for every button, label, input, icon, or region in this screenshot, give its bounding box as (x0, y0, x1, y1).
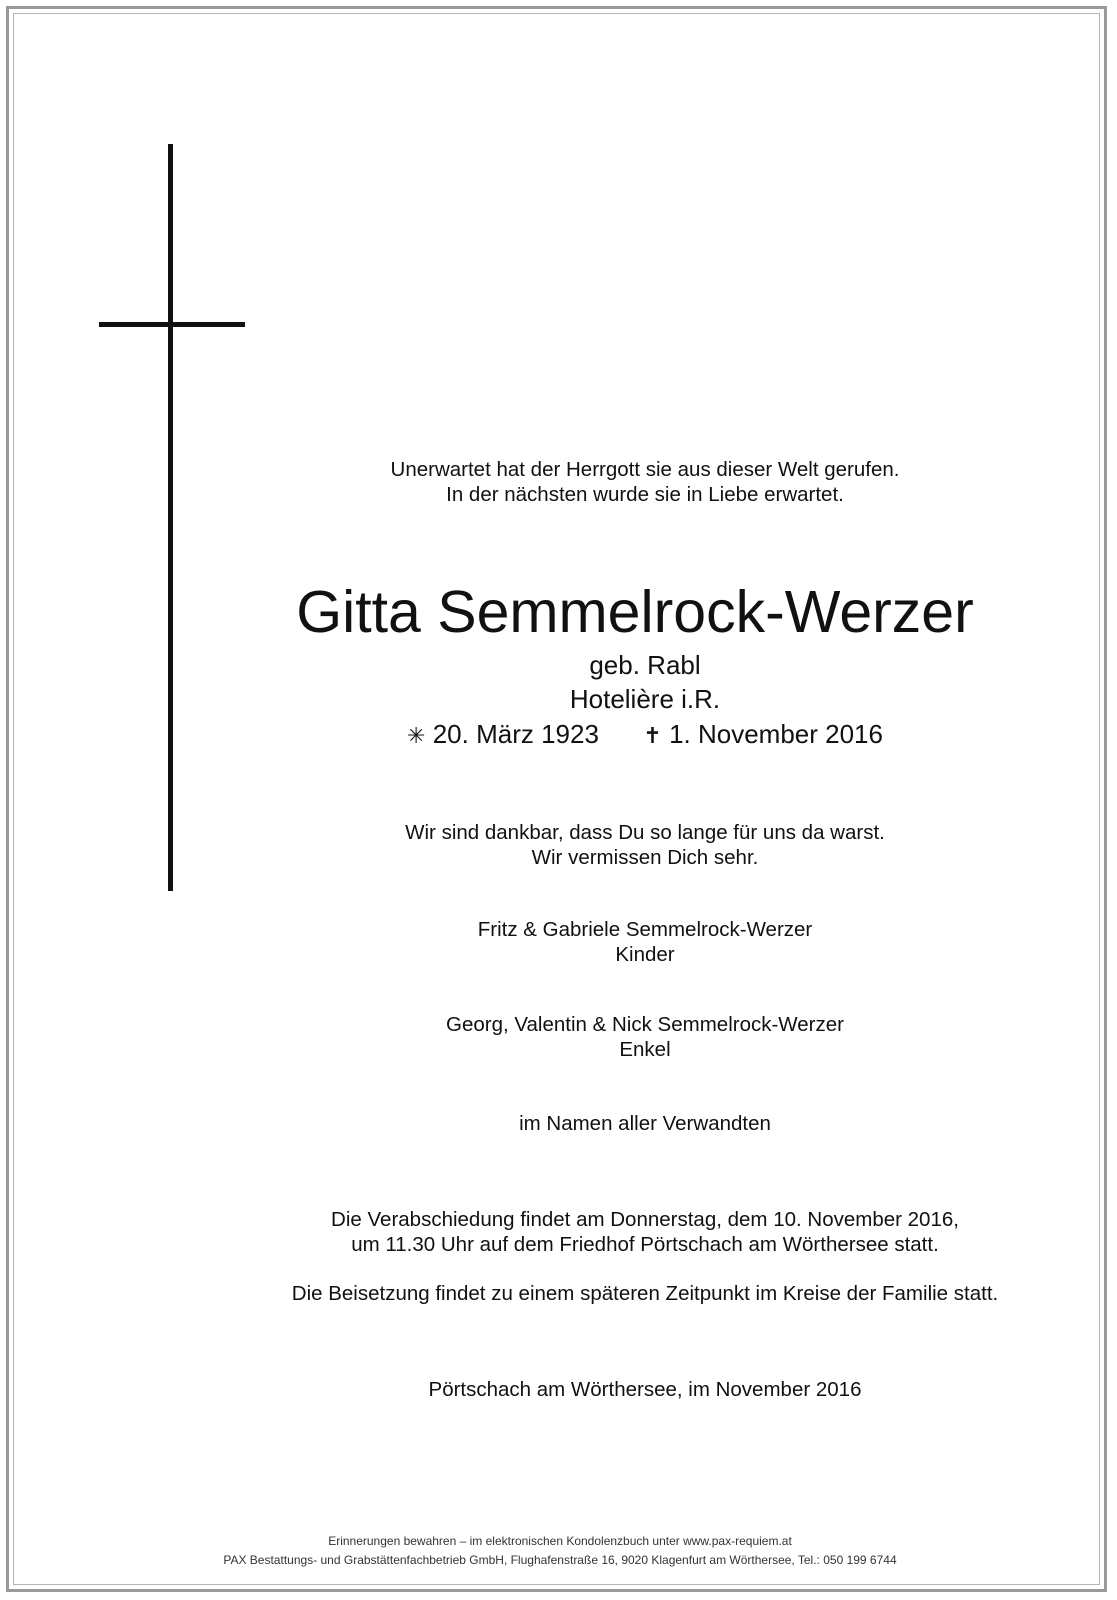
footer (60, 1532, 1060, 1570)
place-and-date: Pörtschach am Wörthersee, im November 2016 (428, 1378, 862, 1401)
intro-verse (240, 457, 1050, 507)
footer-line-1: Erinnerungen bewahren – im elektronischen Kondolenzbuch unter www.pax-requiem.at (328, 1534, 792, 1548)
death-date: 1. November 2016 (669, 719, 883, 749)
intro-line-2: In der nächsten wurde sie in Liebe erwartet. (446, 483, 844, 506)
farewell-line-1: Die Verabschiedung findet am Donnerstag, dem 10. November 2016, (331, 1208, 959, 1231)
deceased-title: Hotelière i.R. (569, 684, 721, 714)
deceased-name: Gitta Semmelrock-Werzer (296, 579, 974, 645)
mourners-grandchildren (240, 1012, 1050, 1062)
footer-line-2: PAX Bestattungs- und Grabstättenfachbetrieb GmbH, Flughafenstraße 16, 9020 Klagenfurt am Wörthersee, Tel.: 050 199 6744 (223, 1553, 897, 1567)
page-border-inner (13, 13, 1100, 1585)
birth-date: 20. März 1923 (432, 719, 599, 749)
mourners-relatives: im Namen aller Verwandten (519, 1112, 771, 1135)
thanks-line-2: Wir vermissen Dich sehr. (531, 846, 759, 869)
death-cross-icon: ✝ (643, 724, 662, 749)
burial-notice: Die Beisetzung findet zu einem späteren Zeitpunkt im Kreise der Familie statt. (291, 1282, 999, 1305)
farewell-notice (240, 1207, 1050, 1257)
grandchildren-names: Georg, Valentin & Nick Semmelrock-Werzer (446, 1013, 844, 1036)
life-dates (240, 717, 1050, 754)
children-names: Fritz & Gabriele Semmelrock-Werzer (477, 918, 813, 941)
intro-line-1: Unerwartet hat der Herrgott sie aus dieser Welt gerufen. (390, 458, 900, 481)
birth-star-icon: ✳ (407, 724, 426, 749)
cross-horizontal-bar (99, 322, 245, 327)
mourners-children (240, 917, 1050, 967)
farewell-line-2: um 11.30 Uhr auf dem Friedhof Pörtschach am Wörthersee statt. (351, 1233, 939, 1256)
cross-vertical-bar (168, 144, 173, 891)
children-label: Kinder (615, 943, 675, 966)
maiden-name: geb. Rabl (589, 650, 701, 680)
grandchildren-label: Enkel (619, 1038, 671, 1061)
thanks-line-1: Wir sind dankbar, dass Du so lange für uns da warst. (405, 821, 885, 844)
thanks-verse (240, 820, 1050, 870)
